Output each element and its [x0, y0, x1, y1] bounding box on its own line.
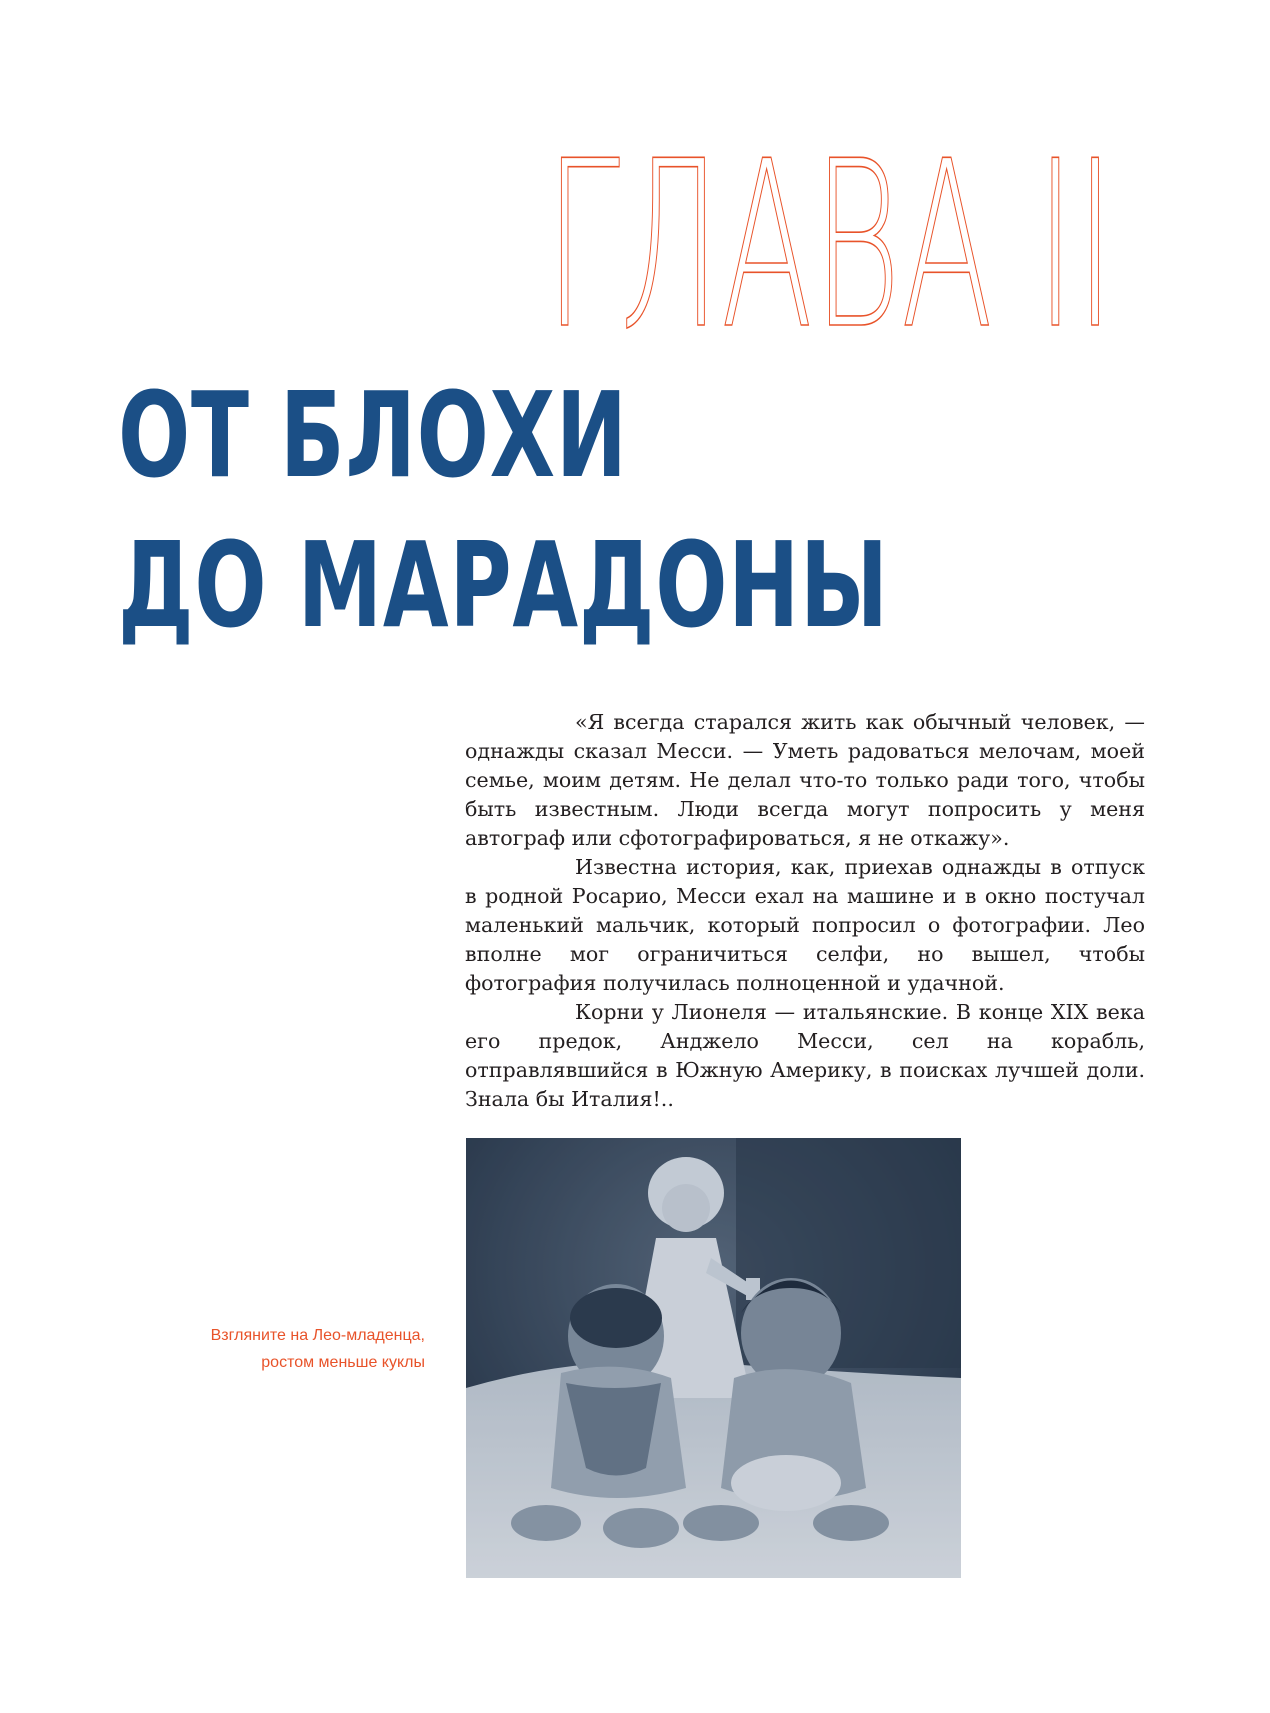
- baby-photo: [466, 1138, 961, 1578]
- photo-caption: [140, 1322, 425, 1376]
- chapter-title-line-2: ДО МАРАДОНЫ: [118, 516, 889, 654]
- caption-line-1: Взгляните на Лео-младенца,: [210, 1327, 425, 1344]
- caption-line-2: ростом меньше куклы: [261, 1354, 425, 1371]
- chapter-label: [545, 113, 1125, 380]
- paragraph-roots: Корни у Лионеля — итальянские. В конце XIX века его предок, Анджело Месси, сел на корабль, отправлявшийся в Южную Америку, в поисках лучшей доли. Знала бы Италия!..: [465, 1000, 1145, 1111]
- chapter-title: [118, 360, 889, 660]
- chapter-title-line-1: ОТ БЛОХИ: [118, 366, 628, 504]
- paragraph-story: Известна история, как, приехав однажды в отпуск в родной Росарио, Месси ехал на машине и в окно постучал маленький мальчик, который попросил о фотографии. Лео вполне мог ограничиться селфи, но вышел, чтобы фотография получилась полноценной и удачной.: [465, 855, 1145, 995]
- body-text: [465, 708, 1145, 1114]
- paragraph-quote: «Я всегда старался жить как обычный человек, — однажды сказал Месси. — Уметь радоваться мелочам, моей семье, моим детям. Не делал что-то только ради того, чтобы быть известным. Люди всегда могут попросить у меня автограф или сфотографироваться, я не откажу».: [465, 710, 1145, 850]
- chapter-label-text: ГЛАВА II: [545, 113, 1115, 380]
